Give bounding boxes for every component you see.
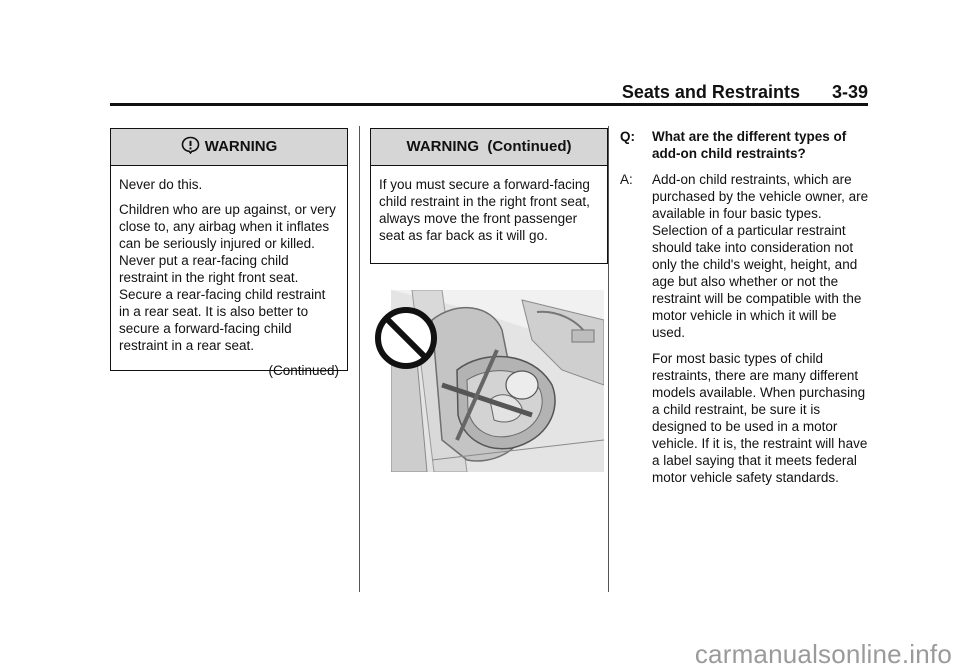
caution-icon (181, 132, 200, 168)
prohibition-icon (374, 306, 438, 375)
column-divider-left (359, 126, 360, 592)
qa-section (620, 128, 870, 495)
warning-paragraph: If you must secure a forward-facing child restraint in the right front seat, always move the front passenger seat as far back as it will go. (379, 177, 590, 243)
continued-label: (Continued) (268, 363, 339, 378)
page-header (110, 82, 868, 104)
answer-continued-text: For most basic types of child restraints, there are many different models available. When purchasing a child restraint, be sure it is designed to be used in a motor vehicle. If it is, the restraint will have a label saying that it meets federal motor vehicle safety standards. (652, 351, 868, 485)
question-text: What are the different types of add-on child restraints? (652, 129, 847, 161)
warning-box-continued (370, 128, 608, 264)
warning-body (371, 166, 607, 250)
warning-title: WARNING (Continued) (406, 138, 572, 155)
warning-header (371, 129, 607, 166)
warning-paragraph: Never do this. (119, 177, 203, 192)
warning-header (111, 129, 347, 166)
warning-box-left (110, 128, 348, 378)
watermark: carmanualsonline.info (694, 639, 952, 669)
question-row (620, 128, 870, 162)
warning-title: WARNING (204, 138, 278, 155)
answer-text: Add-on child restraints, which are purchased by the vehicle owner, are available in four basic types. Selection of a particular restraint should take into consideration not only the child's weight, height, and age but also whether or not the restraint will be compatible with the motor vehicle in which it will be used. (652, 172, 869, 340)
warning-body (111, 166, 347, 385)
illustration-child-seat (372, 290, 604, 472)
column-divider-right (608, 126, 609, 592)
page-number: 3-39 (831, 82, 868, 102)
header-rule (110, 103, 868, 106)
answer-label: A: (620, 172, 633, 187)
section-title: Seats and Restraints (621, 82, 800, 102)
question-label: Q: (620, 129, 635, 144)
warning-paragraph: Children who are up against, or very close to, any airbag when it inflates can be seriously injured or killed. Never put a rear-facing child restraint in the right front seat. Secure a rear-facing child restraint in a rear seat. It is also better to secure a forward-facing child restraint in a rear seat. (119, 202, 336, 353)
answer-row (620, 171, 870, 341)
